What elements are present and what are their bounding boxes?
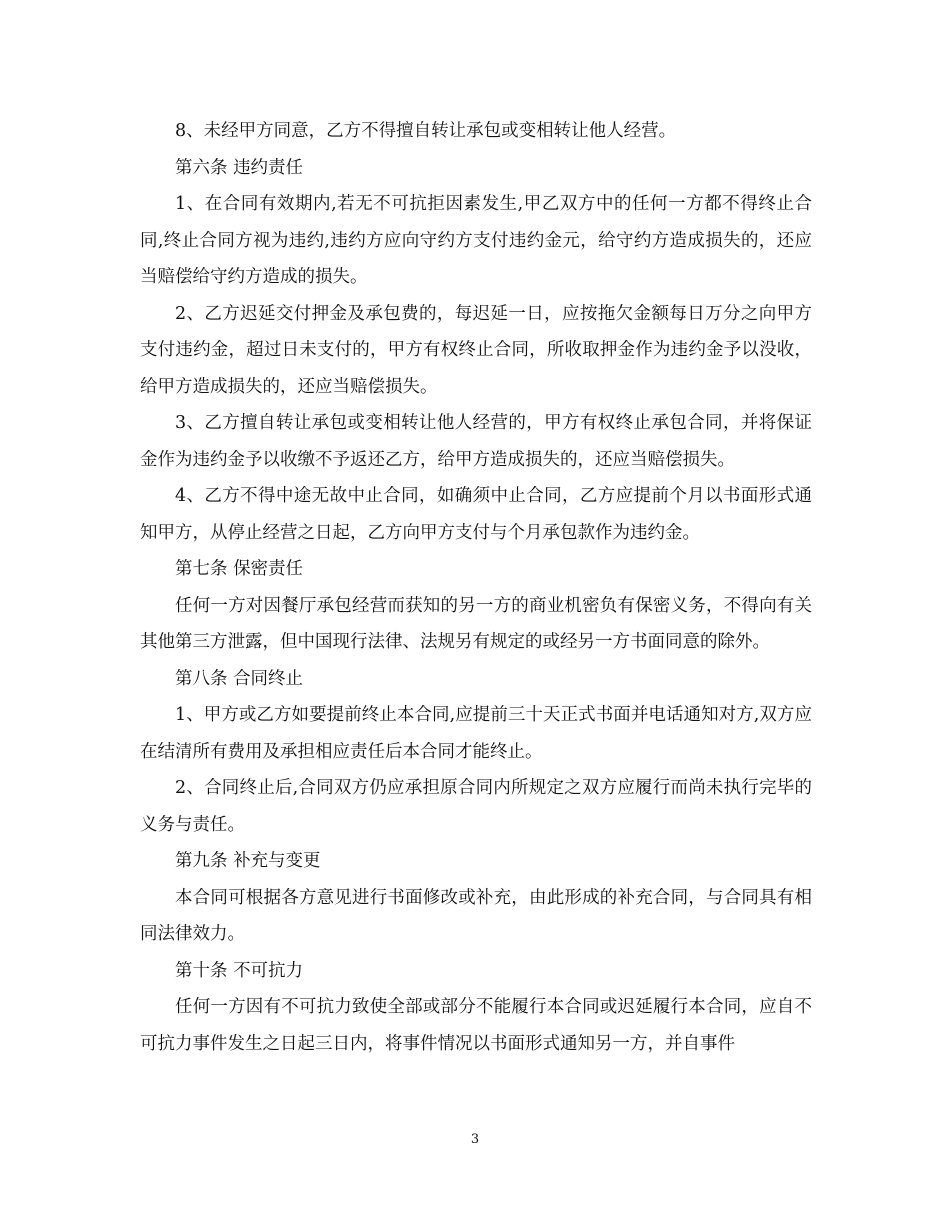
clause-paragraph: 3、乙方擅自转让承包或变相转让他人经营的，甲方有权终止承包合同，并将保证金作为违约金予以收缴不予返还乙方，给甲方造成损失的，还应当赔偿损失。 [140, 413, 812, 470]
clause-paragraph: 2、乙方迟延交付押金及承包费的，每迟延一日，应按拖欠金额每日万分之向甲方支付违约金，超过日未支付的，甲方有权终止合同，所收取押金作为违约金予以没收，给甲方造成损失的，还应当赔偿损失。 [140, 303, 812, 397]
clause-paragraph: 任何一方因有不可抗力致使全部或部分不能履行本合同或迟延履行本合同，应自不可抗力事件发生之日起三日内，将事件情况以书面形式通知另一方，并自事件 [140, 997, 812, 1054]
page-number: 3 [470, 1132, 480, 1147]
clause-paragraph: 8、未经甲方同意，乙方不得擅自转让承包或变相转让他人经营。 [175, 121, 677, 141]
clause-paragraph: 1、甲方或乙方如要提前终止本合同,应提前三十天正式书面并电话通知对方,双方应在结清所有费用及承担相应责任后本合同才能终止。 [140, 705, 812, 762]
section-heading: 第十条 不可抗力 [175, 960, 304, 981]
section-heading: 第六条 违约责任 [175, 157, 304, 178]
clause-paragraph: 1、在合同有效期内,若无不可抗拒因素发生,甲乙双方中的任何一方都不得终止合同,终止合同方视为违约,违约方应向守约方支付违约金元，给守约方造成损失的，还应当赔偿给守约方造成的损失。 [140, 194, 812, 287]
section-heading: 第八条 合同终止 [175, 668, 304, 689]
clause-paragraph: 本合同可根据各方意见进行书面修改或补充，由此形成的补充合同，与合同具有相同法律效力。 [140, 887, 812, 944]
document-body [140, 113, 812, 1062]
clause-paragraph: 2、合同终止后,合同双方仍应承担原合同内所规定之双方应履行而尚未执行完毕的义务与责任。 [140, 778, 812, 835]
clause-paragraph: 4、乙方不得中途无故中止合同，如确须中止合同，乙方应提前个月以书面形式通知甲方，从停止经营之日起，乙方向甲方支付与个月承包款作为违约金。 [140, 486, 812, 543]
clause-paragraph: 任何一方对因餐厅承包经营而获知的另一方的商业机密负有保密义务，不得向有关其他第三方泄露，但中国现行法律、法规另有规定的或经另一方书面同意的除外。 [140, 595, 812, 652]
section-heading: 第九条 补充与变更 [175, 851, 321, 871]
section-heading: 第七条 保密责任 [175, 559, 304, 579]
